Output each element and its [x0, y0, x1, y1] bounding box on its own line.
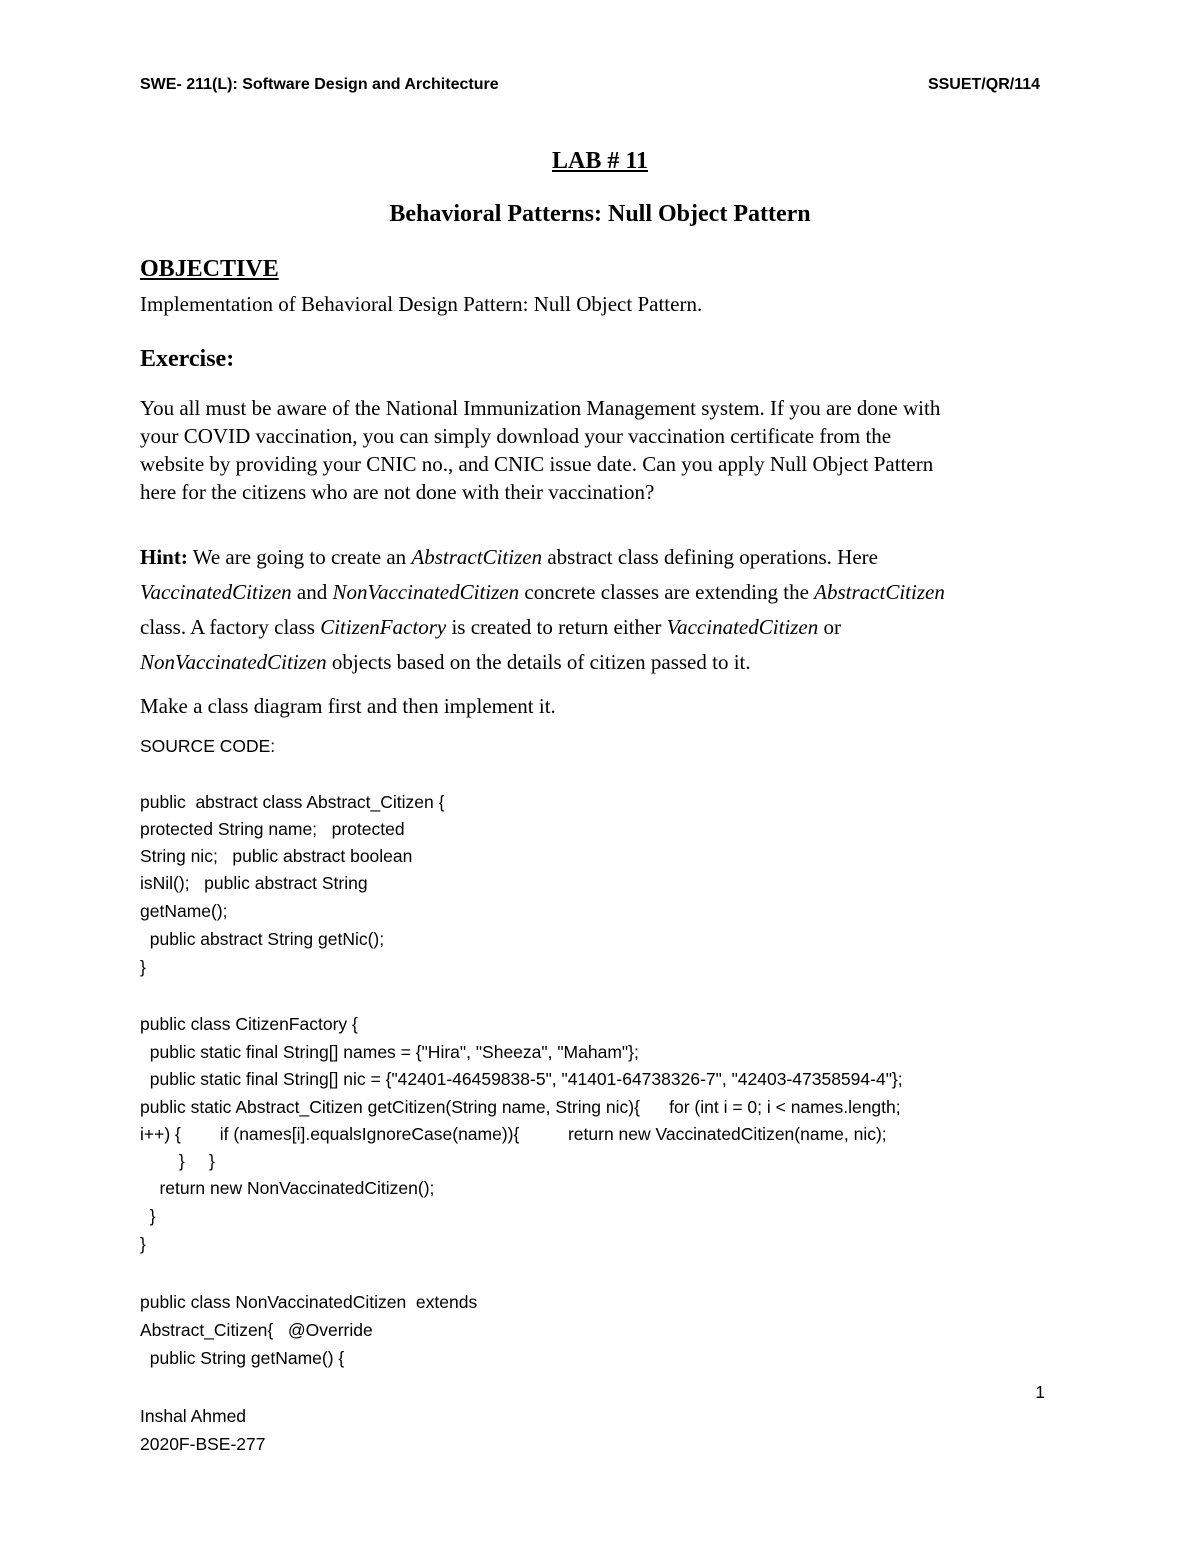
- hint-class-name: NonVaccinatedCitizen: [140, 650, 327, 674]
- code-line: public abstract String getNic();: [140, 929, 385, 949]
- exercise-line: here for the citizens who are not done with their vaccination?: [140, 480, 655, 504]
- lab-subtitle: Behavioral Patterns: Null Object Pattern: [389, 201, 811, 227]
- hint-text: is created to return either: [446, 615, 667, 639]
- code-line: public static final String[] names = {"Hira", "Sheeza", "Maham"};: [140, 1042, 639, 1062]
- source-code-label: SOURCE CODE:: [140, 736, 276, 756]
- objective-heading: OBJECTIVE: [140, 256, 279, 282]
- hint-text: or: [818, 615, 841, 639]
- code-line: getName();: [140, 901, 228, 921]
- exercise-paragraph: [140, 394, 940, 506]
- code-line: isNil(); public abstract String: [140, 873, 368, 893]
- code-line: public abstract class Abstract_Citizen {: [140, 792, 445, 812]
- code-line: i++) { if (names[i].equalsIgnoreCase(name)){ return new VaccinatedCitizen(name, nic);: [140, 1124, 887, 1144]
- code-line: public static final String[] nic = {"42401-46459838-5", "41401-64738326-7", "42403-47358594-4"};: [140, 1069, 903, 1089]
- code-line: return new NonVaccinatedCitizen();: [140, 1178, 435, 1198]
- code-line: protected String name; protected: [140, 819, 405, 839]
- footer-roll-number: 2020F-BSE-277: [140, 1434, 266, 1454]
- hint-label: Hint:: [140, 545, 188, 569]
- header-course-title: SWE- 211(L): Software Design and Architecture: [140, 76, 499, 93]
- hint-class-name: AbstractCitizen: [411, 545, 543, 569]
- hint-text: class. A factory class: [140, 615, 321, 639]
- code-line: String nic; public abstract boolean: [140, 846, 413, 866]
- footer-author: Inshal Ahmed: [140, 1406, 247, 1426]
- code-line: }: [140, 1206, 156, 1226]
- code-line: Abstract_Citizen{ @Override: [140, 1320, 373, 1340]
- exercise-line: website by providing your CNIC no., and CNIC issue date. Can you apply Null Object Pattern: [140, 452, 934, 476]
- hint-text: abstract class defining operations. Here: [542, 545, 878, 569]
- hint-line-1: [140, 540, 945, 575]
- page-number: 1: [1035, 1382, 1045, 1402]
- code-line: public String getName() {: [140, 1348, 345, 1368]
- code-line: }: [140, 957, 146, 977]
- hint-class-name: AbstractCitizen: [814, 580, 945, 604]
- code-line: } }: [140, 1151, 215, 1171]
- code-line: public static Abstract_Citizen getCitizen(String name, String nic){ for (int i = 0; i < names.length;: [140, 1097, 901, 1117]
- code-line: public class CitizenFactory {: [140, 1014, 358, 1034]
- hint-text: and: [291, 580, 333, 604]
- exercise-heading: Exercise:: [140, 346, 235, 372]
- hint-class-name: CitizenFactory: [320, 615, 447, 639]
- exercise-line: your COVID vaccination, you can simply download your vaccination certificate from the: [140, 424, 892, 448]
- hint-line-4: [140, 645, 945, 680]
- code-line: }: [140, 1234, 146, 1254]
- lab-title: LAB # 11: [551, 148, 649, 174]
- hint-text: objects based on the details of citizen passed to it.: [326, 650, 751, 674]
- hint-paragraph: [140, 540, 945, 680]
- hint-text: We are going to create an: [187, 545, 412, 569]
- hint-text: concrete classes are extending the: [519, 580, 815, 604]
- hint-line-3: [140, 610, 945, 645]
- hint-class-name: VaccinatedCitizen: [140, 580, 292, 604]
- instruction-text: Make a class diagram first and then implement it.: [140, 694, 556, 718]
- hint-class-name: VaccinatedCitizen: [666, 615, 819, 639]
- hint-class-name: NonVaccinatedCitizen: [332, 580, 520, 604]
- hint-line-2: [140, 575, 945, 610]
- code-line: public class NonVaccinatedCitizen extends: [140, 1292, 478, 1312]
- objective-text: Implementation of Behavioral Design Pattern: Null Object Pattern.: [140, 292, 703, 316]
- header-doc-code: SSUET/QR/114: [927, 76, 1040, 93]
- exercise-line: You all must be aware of the National Immunization Management system. If you are done with: [140, 396, 941, 420]
